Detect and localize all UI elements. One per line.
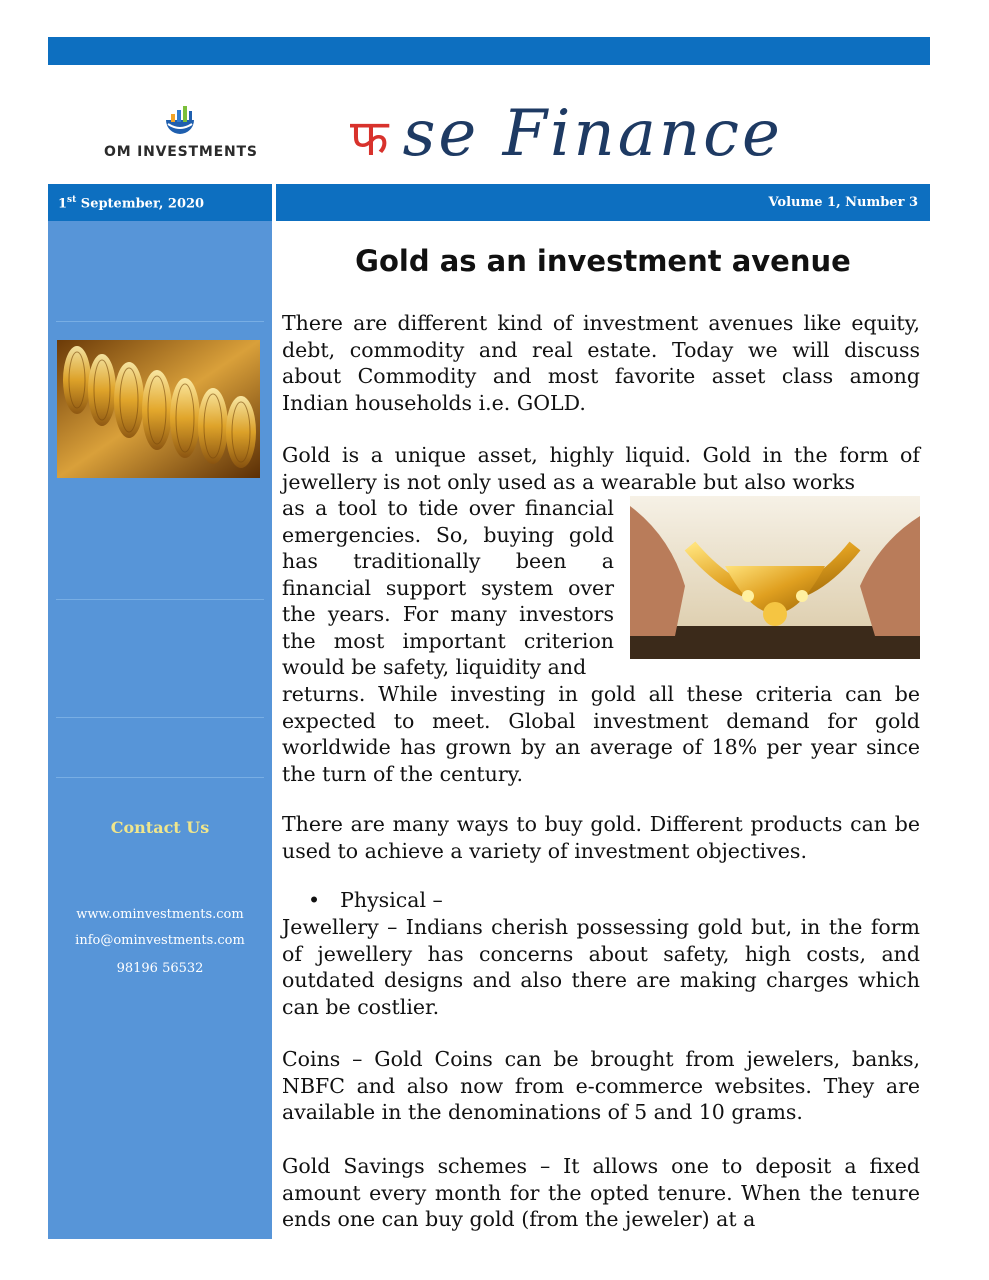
sidebar-divider [56,321,264,322]
bar-chart-globe-icon [162,102,198,138]
article-title: Gold as an investment avenue [355,244,851,278]
paragraph-ways-to-buy: There are many ways to buy gold. Different products can be used to achieve a variety of investment objectives. [282,812,920,863]
sidebar-divider [56,599,264,600]
paragraph-coins: Coins – Gold Coins can be brought from jewelers, banks, NBFC and also now from e-commerce websites. They are available in the denominations of 5 and 10 grams. [282,1047,920,1124]
sidebar-divider [56,777,264,778]
date-bar [48,184,272,221]
bullet-physical-label: Physical – [340,888,443,912]
sidebar [48,221,272,1239]
website-link[interactable]: www.ominvestments.com [76,907,244,922]
issue-date: 1st September, 2020 [58,195,205,212]
masthead [350,97,783,187]
gold-necklace-photo [630,496,920,659]
logo-wordmark: OM INVESTMENTS [104,144,258,160]
om-investments-logo [100,100,265,170]
bullet-physical [308,887,443,914]
masthead-title: se Finance [402,97,783,171]
paragraph-jewellery: Jewellery – Indians cherish possessing gold but, in the form of jewellery has concerns about safety, high costs, and outdated designs and also there are making charges which can be costlier. [282,915,920,1019]
paragraph-returns: returns. While investing in gold all these criteria can be expected to meet. Global investment demand for gold worldwide has grown by an average of 18% per year since the turn of the century. [282,682,920,786]
top-banner-bar [48,37,930,65]
volume-bar [276,184,930,221]
paragraph-savings-schemes: Gold Savings schemes – It allows one to deposit a fixed amount every month for the opted tenure. When the tenure ends one can buy gold (from the jeweler) at a [282,1154,920,1231]
paragraph-gold-unique: Gold is a unique asset, highly liquid. Gold in the form of jewellery is not only used as a wearable but also works [282,443,920,494]
phone-number: 98196 56532 [116,961,204,976]
gold-bangles-photo [57,340,260,478]
contact-us-heading: Contact Us [110,818,210,837]
sidebar-divider [56,717,264,718]
email-link[interactable]: info@ominvestments.com [75,933,245,948]
bullet-dot-icon: • [308,888,321,912]
issue-volume: Volume 1, Number 3 [768,195,918,210]
paragraph-gold-wrap: as a tool to tide over financial emergencies. So, buying gold has traditionally been a financial support system over the years. For many investors the most important criterion would be safety, liquidity and [282,496,614,679]
masthead-hindi-glyph: फ [350,109,389,167]
paragraph-intro: There are different kind of investment avenues like equity, debt, commodity and real estate. Today we will discuss about Commodity and most favorite asset class among Indian households i.e. GOLD. [282,311,920,415]
